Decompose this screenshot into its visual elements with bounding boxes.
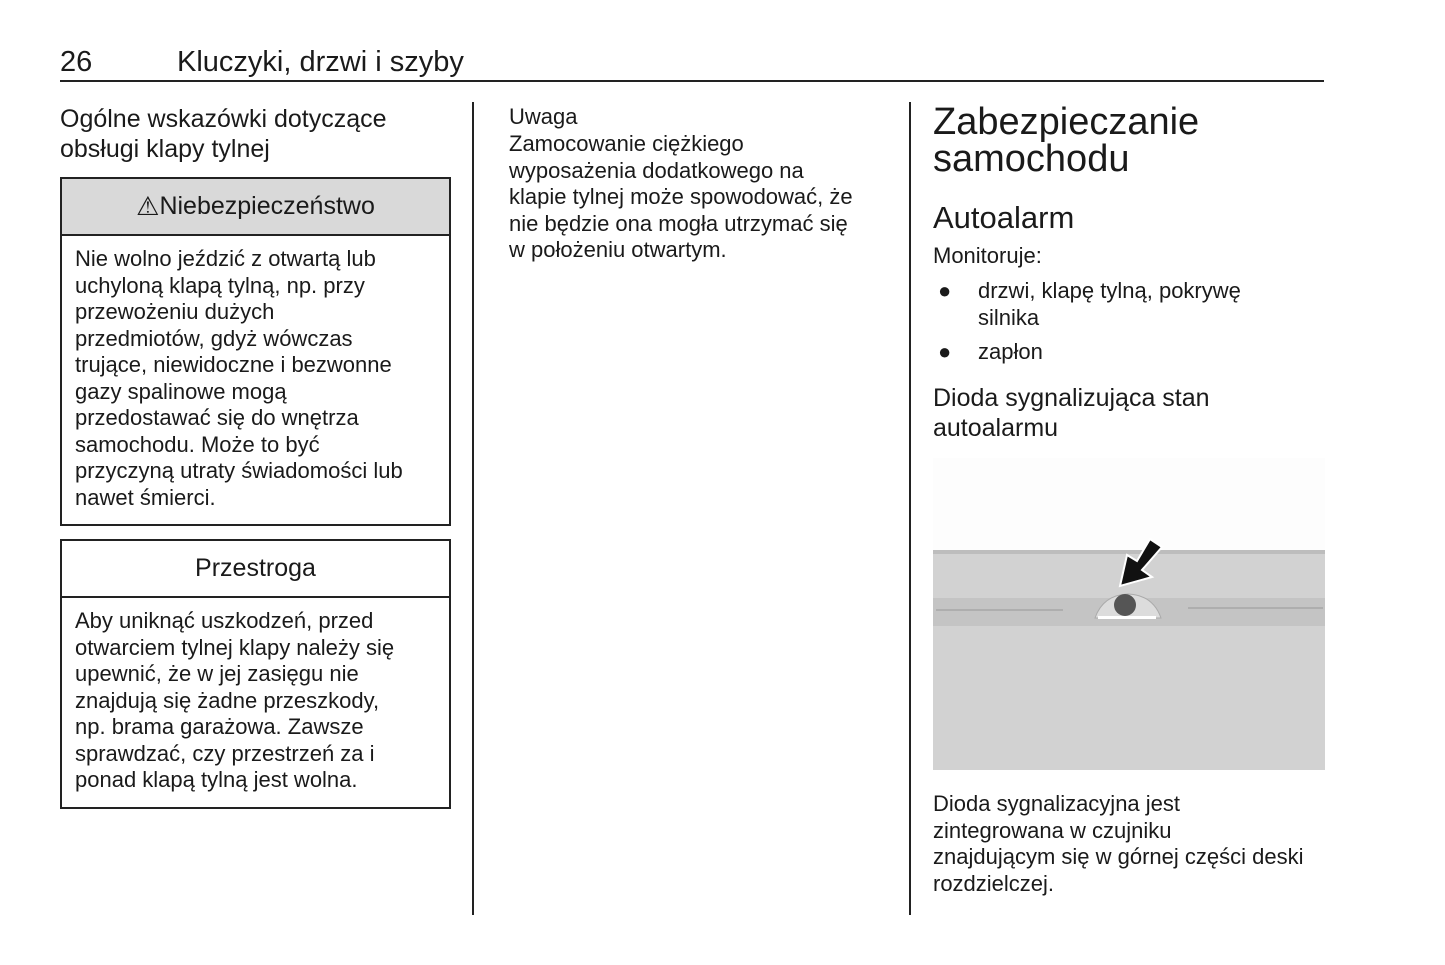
text-line: silnika xyxy=(978,304,1040,330)
bullet-icon: ● xyxy=(938,339,952,364)
section-title xyxy=(933,101,1200,180)
text-line: samochodu. Może to być xyxy=(75,431,320,457)
text-line: np. brama garażowa. Zawsze xyxy=(75,714,364,739)
text-line: sprawdzać, czy przestrzeń za i xyxy=(75,740,375,766)
text-line: klapie tylnej może spowodować, że xyxy=(509,184,853,209)
text-line: Dioda sygnalizująca stan xyxy=(933,384,1210,412)
text-line: nie będzie ona mogła utrzymać się xyxy=(509,210,848,236)
page-number: 26 xyxy=(60,46,93,78)
text-line: Zabezpieczanie xyxy=(933,101,1200,143)
text-line: Dioda sygnalizacyjna jest xyxy=(933,791,1181,816)
text-line: przyczyną utraty świadomości lub xyxy=(75,458,403,483)
danger-text xyxy=(62,236,449,511)
danger-header xyxy=(62,179,449,236)
text-line: nawet śmierci. xyxy=(75,484,216,510)
text-line: Aby uniknąć uszkodzeń, przed xyxy=(75,608,374,633)
text-line: w położeniu otwartym. xyxy=(509,237,727,262)
danger-title: Niebezpieczeństwo xyxy=(159,192,375,220)
text-line: trujące, niewidoczne i bezwonne xyxy=(75,352,392,377)
caution-box xyxy=(60,539,451,809)
text-line: ponad klapą tylną jest wolna. xyxy=(75,767,358,792)
text-line: znajdują się żadne przeszkody, xyxy=(75,687,380,713)
text-line: uchyloną klapą tylną, np. przy xyxy=(75,272,365,298)
text-line: przedostawać się do wnętrza xyxy=(75,405,359,430)
text-line: Nie wolno jeździć z otwartą lub xyxy=(75,246,376,271)
text-line: obsługi klapy tylnej xyxy=(60,135,270,163)
subsection-title: Autoalarm xyxy=(933,200,1075,235)
led-heading xyxy=(933,383,1210,443)
text-line: znajdującym się w górnej części deski xyxy=(933,844,1304,869)
header-rule xyxy=(60,80,1324,82)
column-divider xyxy=(472,102,474,915)
text-line: Ogólne wskazówki dotyczące xyxy=(60,105,387,133)
text-line: zapłon xyxy=(978,339,1043,364)
bullet-item xyxy=(978,278,1241,331)
caution-text xyxy=(62,598,449,794)
text-line: wyposażenia dodatkowego na xyxy=(509,157,804,183)
text-line: otwarciem tylnej klapy należy się xyxy=(75,634,395,660)
text-line: autoalarmu xyxy=(933,414,1059,442)
image-caption xyxy=(933,791,1304,897)
text-line: drzwi, klapę tylną, pokrywę xyxy=(978,278,1241,303)
text-line: przedmiotów, gdyż wówczas xyxy=(75,325,353,351)
caution-header xyxy=(62,541,449,598)
dashboard-led-illustration xyxy=(933,458,1325,770)
note-text xyxy=(509,131,853,264)
note-title: Uwaga xyxy=(509,104,578,129)
text-line: rozdzielczej. xyxy=(933,870,1055,896)
section-heading xyxy=(60,104,387,164)
text-line: zintegrowana w czujniku xyxy=(933,817,1172,843)
column-divider xyxy=(909,102,911,915)
bullet-icon: ● xyxy=(938,278,952,303)
text-line: upewnić, że w jej zasięgu nie xyxy=(75,661,359,686)
caution-title: Przestroga xyxy=(195,554,316,582)
danger-box xyxy=(60,177,451,526)
bullet-item xyxy=(978,339,1043,366)
monitors-label: Monitoruje: xyxy=(933,243,1042,268)
text-line: samochodu xyxy=(933,138,1130,180)
text-line: gazy spalinowe mogą xyxy=(75,378,287,404)
chapter-title: Kluczyki, drzwi i szyby xyxy=(177,46,464,78)
text-line: Zamocowanie ciężkiego xyxy=(509,131,744,156)
warning-triangle-icon: ⚠ xyxy=(136,191,160,221)
text-line: przewożeniu dużych xyxy=(75,299,275,324)
